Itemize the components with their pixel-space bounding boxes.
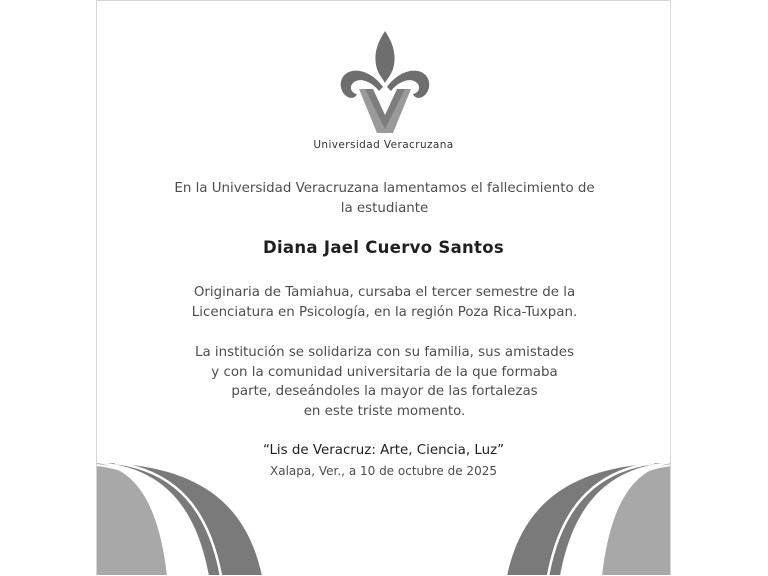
intro-text: [127, 179, 642, 218]
solidarity-text: [127, 343, 642, 421]
solidarity-line: en este triste momento.: [303, 403, 466, 419]
intro-line: En la Universidad Veracruzana lamentamos el fallecimiento de: [174, 181, 595, 196]
origin-line: Originaria de Tamiahua, cursaba el tercer semestre de la: [193, 285, 576, 300]
deceased-name: Diana Jael Cuervo Santos: [262, 238, 504, 257]
solidarity-line: La institución se solidariza con su familia, sus amistades: [194, 345, 574, 360]
condolence-card: [96, 0, 671, 575]
intro-line: la estudiante: [340, 200, 429, 216]
solidarity-line: parte, deseándoles la mayor de las fortalezas: [231, 384, 538, 399]
veracruz-lily-icon: [337, 29, 433, 137]
place-date: Xalapa, Ver., a 10 de octubre de 2025: [270, 464, 497, 478]
solidarity-line: y con la comunidad universitaria de la que formaba: [211, 364, 558, 380]
brand-name: Universidad Veracruzana: [313, 139, 454, 151]
motto: “Lis de Veracruz: Arte, Ciencia, Luz”: [262, 443, 505, 458]
origin-text: [127, 283, 642, 322]
origin-line: Licenciatura en Psicología, en la región Poza Rica-Tuxpan.: [191, 304, 578, 320]
